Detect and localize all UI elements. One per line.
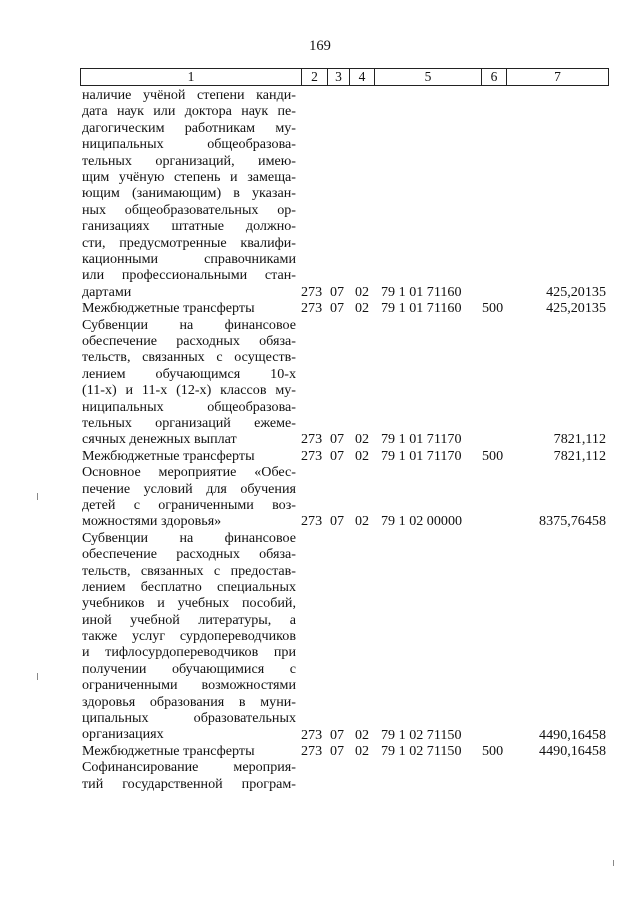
description-line: можностями здоровья» (82, 513, 222, 530)
description-line: (11-х) и 11-х (12-х) классов му- (82, 382, 296, 399)
section-code: 07 (330, 300, 345, 317)
table-header-row (80, 68, 609, 86)
subsection-code: 02 (355, 431, 370, 448)
description-line: Основное мероприятие «Обес- (82, 464, 296, 481)
admin-code: 273 (301, 742, 323, 759)
expense-type-code (482, 776, 508, 792)
row-description (82, 530, 296, 743)
description-line: ограниченными возможностями (82, 677, 296, 694)
subsection-code: 02 (355, 300, 370, 317)
expense-type-code: 500 (482, 742, 504, 759)
description-line: дата наук или доктора наук пе- (82, 103, 296, 120)
amount: 7821,112 (553, 447, 606, 464)
page-number: 169 (309, 38, 331, 54)
description-line: кационными справочниками (82, 250, 296, 267)
section-code: 07 (330, 447, 345, 464)
description-line: ющим (занимающим) в указан- (82, 185, 296, 202)
target-article-code (381, 776, 481, 792)
description-line: наличие учёной степени канди- (82, 87, 296, 103)
description-line: и тифлосурдопереводчиков при (82, 644, 296, 661)
subsection-code: 02 (355, 513, 370, 530)
scan-mark (37, 673, 38, 680)
description-line: также услуг сурдопереводчиков (82, 628, 296, 645)
target-article-code: 79 1 02 71150 (381, 726, 462, 743)
description-line: здоровья образования в муни- (82, 693, 296, 710)
scan-mark (37, 493, 38, 500)
description-line: щим учёную степень и замеща- (82, 168, 296, 185)
table-row (0, 759, 640, 792)
section-code: 07 (330, 726, 345, 743)
header-col-7: 7 (554, 69, 561, 84)
description-line: Межбюджетные трансферты (82, 742, 255, 759)
description-line: тельных организаций ежеме- (82, 414, 296, 431)
description-line: ципальных образовательных (82, 710, 296, 727)
header-col-1: 1 (81, 69, 302, 85)
subsection-code: 02 (355, 726, 370, 743)
description-line: Межбюджетные трансферты (82, 447, 255, 464)
row-description (82, 300, 296, 316)
admin-code (301, 776, 329, 792)
description-line: обеспечение расходных обяза- (82, 332, 296, 349)
description-line: сти, предусмотренные квалифи- (82, 234, 296, 251)
description-line: дагогическим работникам му- (82, 119, 296, 136)
row-description (82, 759, 296, 792)
table-row (0, 87, 640, 300)
admin-code: 273 (301, 283, 323, 300)
target-article-code: 79 1 02 00000 (381, 513, 463, 530)
target-article-code: 79 1 01 71170 (381, 447, 462, 464)
header-col-6: 6 (482, 69, 507, 85)
expense-type-code (482, 284, 508, 300)
description-line: сячных денежных выплат (82, 431, 237, 448)
description-line: тельных организаций, имею- (82, 152, 296, 169)
expense-type-code (482, 727, 508, 743)
description-line: учебников и учебных пособий, (82, 595, 296, 612)
description-line: тельств, связанных с предостав- (82, 562, 296, 579)
row-description (82, 464, 296, 530)
description-line: тельств, связанных с осуществ- (82, 349, 296, 366)
description-line: лением обучающимся 10-х (82, 365, 296, 382)
description-line: ганизациях штатные должно- (82, 218, 296, 235)
row-description (82, 743, 296, 759)
amount: 4490,16458 (539, 742, 606, 759)
description-line: иной учебной литературы, а (82, 611, 296, 628)
expense-type-code (482, 513, 508, 529)
row-description (82, 448, 296, 464)
description-line: ниципальных общеобразова- (82, 136, 296, 153)
section-code: 07 (330, 283, 345, 300)
admin-code: 273 (301, 447, 323, 464)
table-body (0, 87, 640, 792)
target-article-code: 79 1 01 71170 (381, 431, 462, 448)
section-code: 07 (330, 513, 345, 530)
amount: 425,20135 (546, 283, 606, 300)
header-col-2: 2 (302, 69, 328, 85)
description-line: или профессиональными стан- (82, 267, 296, 284)
description-line: Межбюджетные трансферты (82, 300, 255, 317)
amount: 8375,76458 (539, 513, 606, 530)
row-description (82, 87, 296, 300)
section-code: 07 (330, 431, 345, 448)
subsection-code (355, 776, 375, 792)
scan-mark (613, 860, 614, 866)
amount: 425,20135 (546, 300, 606, 317)
amount: 7821,112 (553, 431, 606, 448)
description-line: лением бесплатно специальных (82, 578, 296, 595)
description-line: получении обучающимися с (82, 660, 296, 677)
description-line: ных общеобразовательных ор- (82, 201, 296, 218)
admin-code: 273 (301, 726, 323, 743)
header-col-4: 4 (350, 69, 375, 85)
table-row (0, 317, 640, 448)
table-row (0, 448, 640, 464)
header-col-3: 3 (328, 69, 350, 85)
description-line: печение условий для обучения (82, 480, 296, 497)
table-row (0, 743, 640, 759)
description-line: Субвенции на финансовое (82, 316, 296, 333)
table-row (0, 530, 640, 743)
description-line: тий государственной програм- (82, 775, 296, 792)
header-col-5: 5 (375, 69, 482, 85)
subsection-code: 02 (355, 447, 370, 464)
row-description (82, 317, 296, 448)
table-row (0, 300, 640, 316)
subsection-code: 02 (355, 283, 370, 300)
expense-type-code (482, 431, 508, 447)
amount: 4490,16458 (539, 726, 606, 743)
subsection-code: 02 (355, 742, 370, 759)
admin-code: 273 (301, 513, 323, 530)
description-line: обеспечение расходных обяза- (82, 546, 296, 563)
section-code: 07 (330, 742, 345, 759)
description-line: организациях (82, 726, 164, 743)
target-article-code: 79 1 01 71160 (381, 283, 462, 300)
description-line: детей с ограниченными воз- (82, 496, 296, 513)
expense-type-code: 500 (482, 447, 504, 464)
description-line: Субвенции на финансовое (82, 529, 296, 546)
description-line: Софинансирование мероприя- (82, 759, 296, 776)
expense-type-code: 500 (482, 300, 504, 317)
table-row (0, 464, 640, 530)
description-line: дартами (82, 283, 132, 300)
admin-code: 273 (301, 431, 323, 448)
description-line: ниципальных общеобразова- (82, 398, 296, 415)
section-code (330, 776, 350, 792)
admin-code: 273 (301, 300, 323, 317)
target-article-code: 79 1 02 71150 (381, 742, 462, 759)
target-article-code: 79 1 01 71160 (381, 300, 462, 317)
